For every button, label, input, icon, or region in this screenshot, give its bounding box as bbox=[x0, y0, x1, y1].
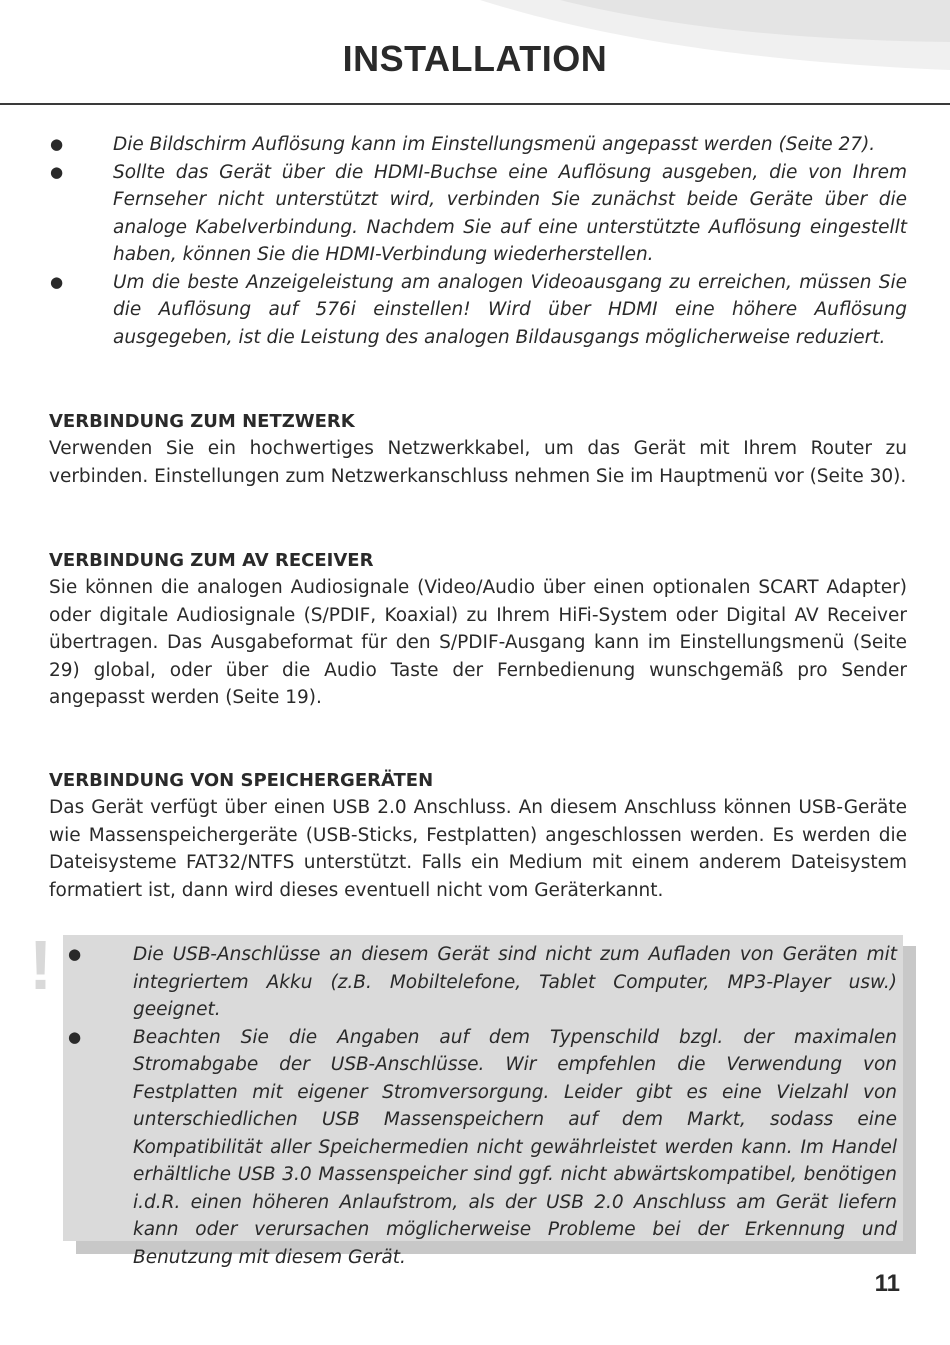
list-item: ● Die USB-Anschlüsse an diesem Gerät sind nicht zum Aufladen von Geräten mit integriertem Akku (z.B. Mobiltelefone, Tablet Computer, MP3-Player usw.) geeignet. bbox=[133, 941, 897, 1024]
intro-bullet-list bbox=[50, 131, 907, 351]
av-receiver-section bbox=[49, 547, 907, 712]
bullet-icon: ● bbox=[50, 162, 64, 181]
page-number: 11 bbox=[874, 1270, 900, 1297]
list-item: ● Beachten Sie die Angaben auf dem Typenschild bzgl. der maximalen Stromabgabe der USB-Anschlüsse. Wir empfehlen die Verwendung von Festplatten mit eigener Stromversorgung. Leider gibt es eine Vielzahl von unterschiedlichen USB Massenspeichern auf dem Markt, sodass eine Kompatibilität aller Speichermedien nicht gewährleistet werden kann. Im Handel erhältliche USB 3.0 Massenspeicher sind ggf. nicht abwärtskompatibel, benötigen i.d.R. einen höheren Anlaufstrom, als der USB 2.0 Anschluss am Gerät liefern kann oder verursachen möglicherweise Probleme bei der Erkennung und Benutzung mit diesem Gerät. bbox=[133, 1024, 897, 1272]
title-divider bbox=[0, 103, 950, 105]
bullet-icon: ● bbox=[68, 1027, 82, 1046]
section-heading: VERBINDUNG ZUM AV RECEIVER bbox=[49, 550, 374, 571]
bullet-icon: ● bbox=[50, 135, 64, 153]
section-heading: VERBINDUNG VON SPEICHERGERÄTEN bbox=[49, 770, 434, 791]
section-body: Das Gerät verfügt über einen USB 2.0 Anschluss. An diesem Anschluss können USB-Geräte wie Massenspeichergeräte (USB-Sticks, Festplatten) angeschlossen werden. Es werden die Dateisysteme FAT32/NTFS unterstützt. Falls ein Medium mit einem anderem Dateisystem formatiert ist, dann wird dieses eventuell nicht vom Geräterkannt. bbox=[49, 797, 907, 901]
network-section bbox=[49, 408, 907, 490]
section-heading: VERBINDUNG ZUM NETZWERK bbox=[49, 411, 355, 432]
note-bullet-list bbox=[68, 941, 897, 1271]
page-title: INSTALLATION bbox=[342, 38, 608, 79]
bullet-icon: ● bbox=[68, 945, 82, 963]
bullet-icon: ● bbox=[50, 272, 64, 291]
warning-icon: ! bbox=[29, 926, 53, 1004]
list-item: ● Sollte das Gerät über die HDMI-Buchse eine Auflösung ausgeben, die von Ihrem Fernseher nicht unterstützt wird, verbinden Sie zunächst beide Geräte über die analoge Kabelverbindung. Nachdem Sie auf eine unterstützte Auflösung eingestellt haben, können Sie die HDMI-Verbindung wiederherstellen. bbox=[113, 159, 907, 269]
list-item: ● Um die beste Anzeigeleistung am analogen Videoausgang zu erreichen, müssen Sie die Auflösung auf 576i einstellen! Wird über HDMI eine höhere Auflösung ausgegeben, ist die Leistung des analogen Bildausgangs möglicherweise reduziert. bbox=[113, 269, 907, 352]
section-body: Sie können die analogen Audiosignale (Video/Audio über einen optionalen SCART Adapter) oder digitale Audiosignale (S/PDIF, Koaxial) zu Ihrem HiFi-System oder Digital AV Receiver übertragen. Das Ausgabeformat für den S/PDIF-Ausgang kann im Einstellungsmenü (Seite 29) global, oder über die Audio Taste der Fernbedienung wunschgemäß pro Sender angepasst werden (Seite 19). bbox=[49, 577, 907, 708]
list-item: ● Die Bildschirm Auflösung kann im Einstellungsmenü angepasst werden (Seite 27). bbox=[113, 131, 907, 159]
section-body: Verwenden Sie ein hochwertiges Netzwerkkabel, um das Gerät mit Ihrem Router zu verbinden. Einstellungen zum Netzwerkanschluss nehmen Sie im Hauptmenü vor (Seite 30). bbox=[49, 438, 907, 487]
storage-section bbox=[49, 767, 907, 904]
